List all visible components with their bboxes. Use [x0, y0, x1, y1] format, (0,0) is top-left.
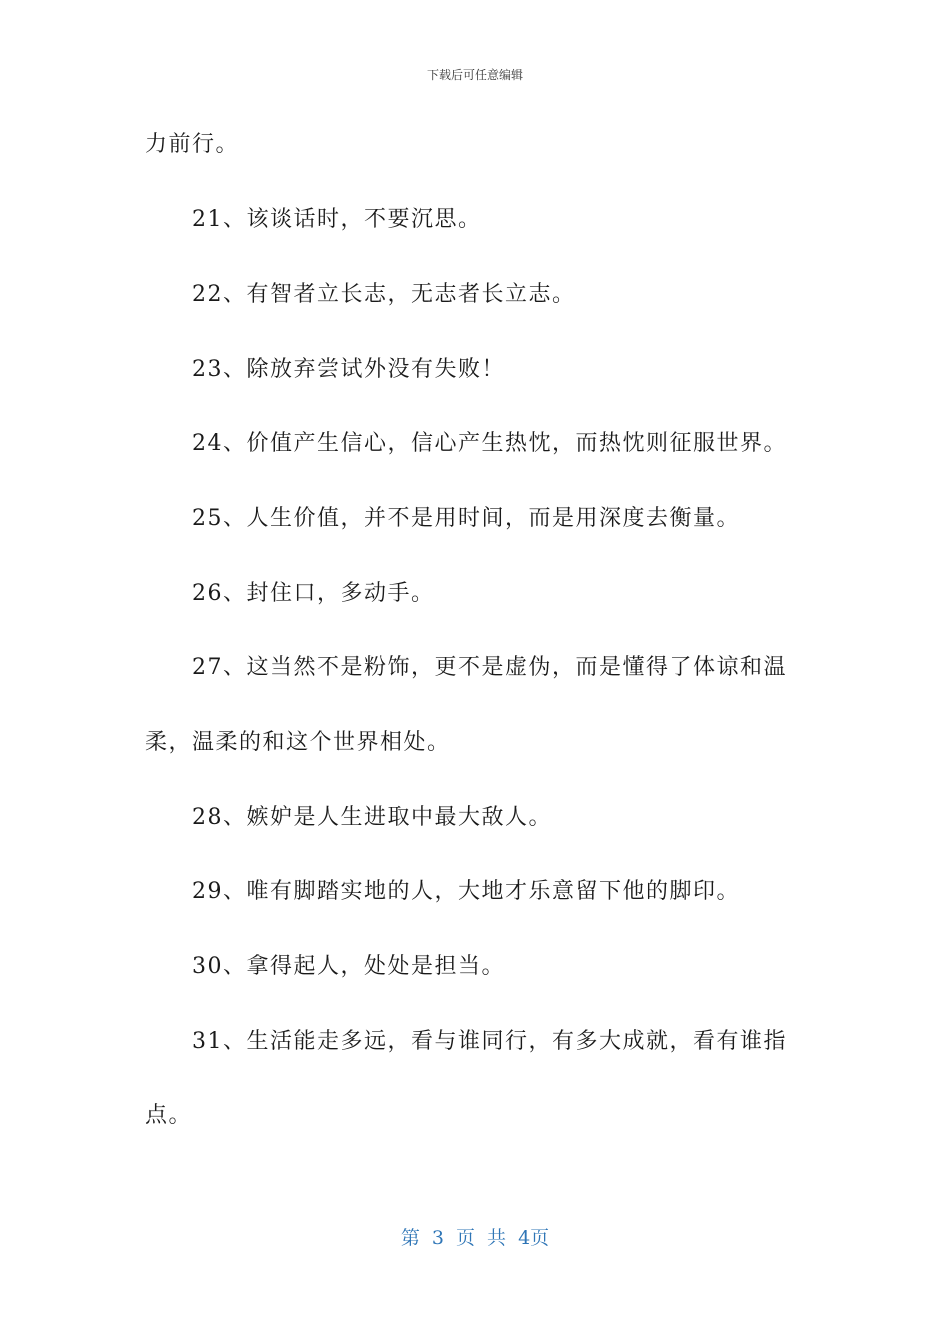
quote-28: 28、嫉妒是人生进取中最大敌人。	[192, 805, 552, 830]
page-number-footer: 第 3 页 共 4页	[400, 1227, 550, 1249]
quote-31-line-2: 点。	[145, 1103, 193, 1128]
quote-25: 25、人生价值，并不是用时间，而是用深度去衡量。	[192, 506, 740, 531]
quote-26: 26、封住口，多动手。	[192, 581, 435, 606]
paragraph-continuation-line: 力前行。	[145, 132, 240, 157]
quote-22: 22、有智者立长志，无志者长立志。	[192, 282, 576, 307]
quote-29: 29、唯有脚踏实地的人，大地才乐意留下他的脚印。	[192, 879, 740, 904]
quote-30: 30、拿得起人，处处是担当。	[192, 954, 505, 979]
page-header: 下载后可任意编辑	[426, 68, 523, 82]
quote-23: 23、除放弃尝试外没有失败！	[192, 357, 505, 382]
quote-27-line-1: 27、这当然不是粉饰，更不是虚伪，而是懂得了体谅和温	[192, 655, 787, 680]
quote-21: 21、该谈话时，不要沉思。	[192, 207, 482, 232]
quote-31-line-1: 31、生活能走多远，看与谁同行，有多大成就，看有谁指	[192, 1029, 787, 1054]
quote-24: 24、价值产生信心，信心产生热忱，而热忱则征服世界。	[192, 431, 787, 456]
quote-27-line-2: 柔，温柔的和这个世界相处。	[145, 730, 451, 755]
